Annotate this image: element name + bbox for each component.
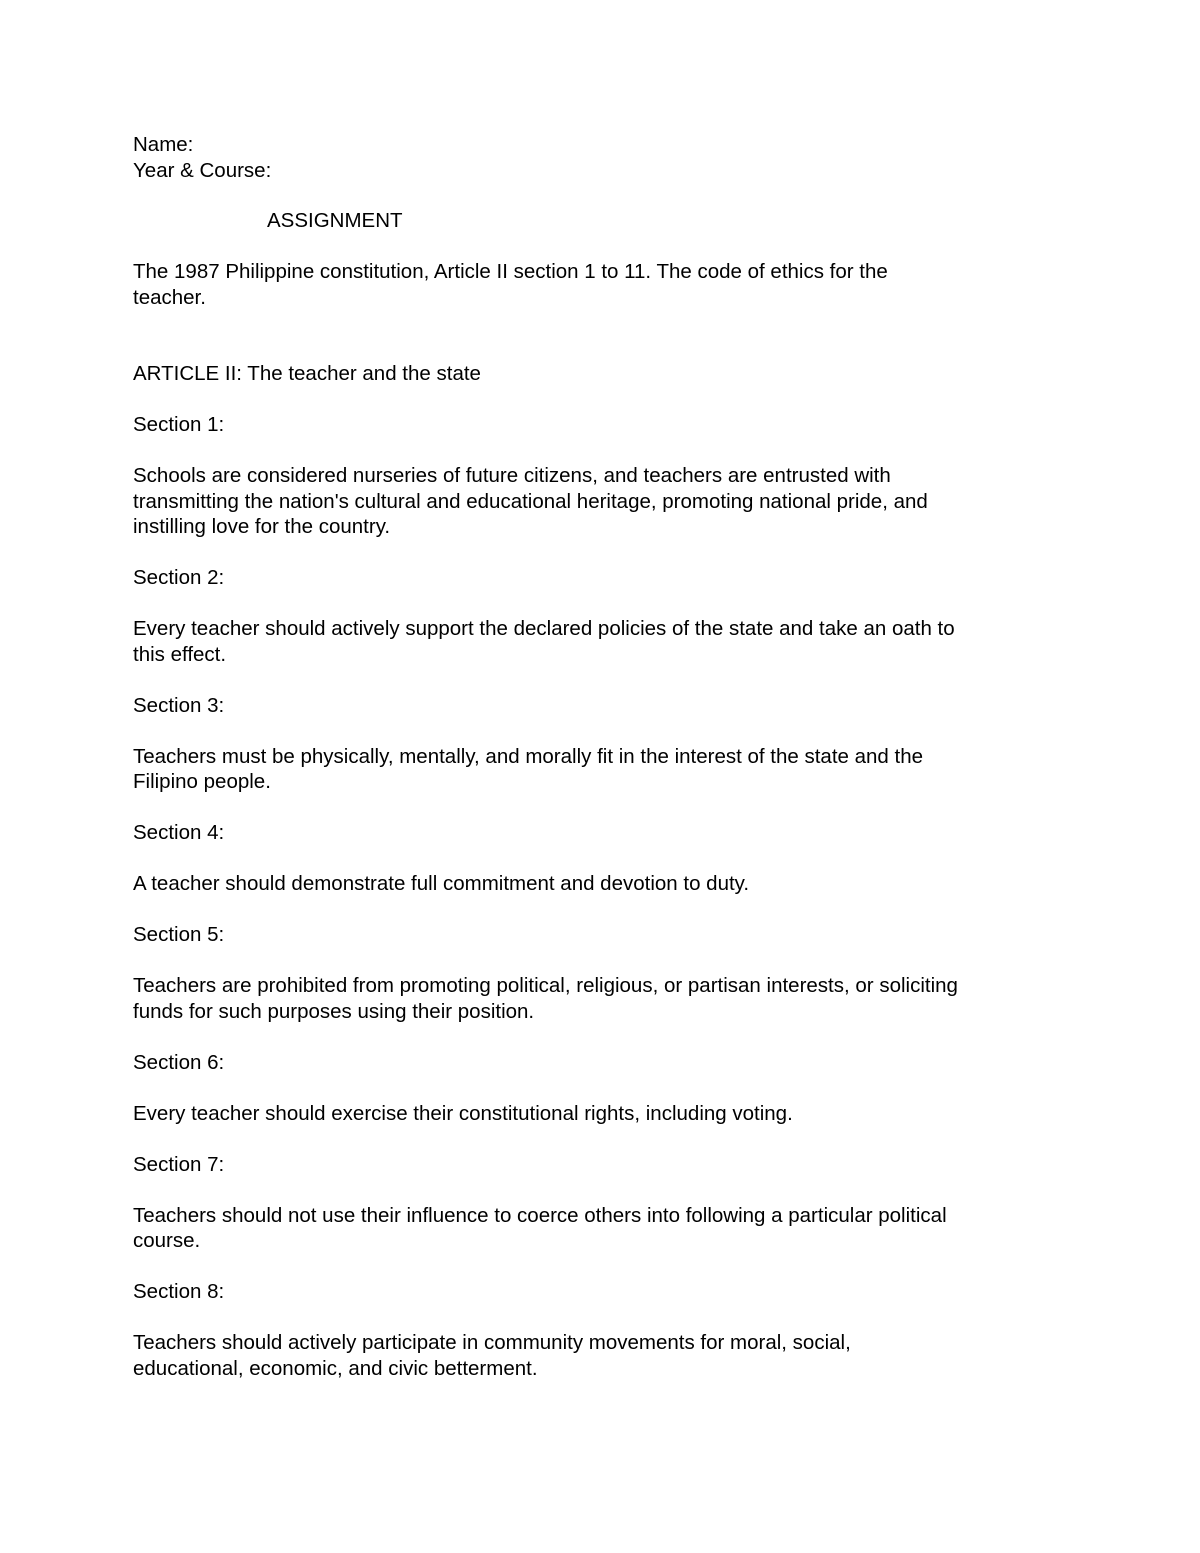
section-8-heading: Section 8: — [133, 1280, 225, 1303]
section-2-text: Every teacher should actively support the declared policies of the state and take an oath to this effect. — [133, 617, 955, 666]
section-5-text: Teachers are prohibited from promoting political, religious, or partisan interests, or soliciting funds for such purposes using their position. — [133, 974, 958, 1023]
section-2-heading: Section 2: — [133, 566, 225, 589]
name-label: Name: — [133, 133, 194, 156]
section-5-heading: Section 5: — [133, 923, 225, 946]
section-6-heading: Section 6: — [133, 1050, 225, 1074]
section-1-text: Schools are considered nurseries of future citizens, and teachers are entrusted with transmitting the nation's cultural and educational heritage, promoting national pride, and instilling love for the country. — [133, 464, 928, 538]
section-6-text: Every teacher should exercise their constitutional rights, including voting. — [133, 1101, 793, 1125]
year-course-label: Year & Course: — [133, 158, 272, 182]
document-body — [133, 132, 963, 1381]
section-4-text: A teacher should demonstrate full commitment and devotion to duty. — [133, 872, 750, 895]
section-7-text: Teachers should not use their influence to coerce others into following a particular political course. — [133, 1203, 947, 1252]
section-3-text: Teachers must be physically, mentally, and morally fit in the interest of the state and the Filipino people. — [133, 744, 924, 793]
section-3-heading: Section 3: — [133, 693, 225, 717]
assignment-title: ASSIGNMENT — [267, 209, 403, 232]
article-heading: ARTICLE II: The teacher and the state — [133, 362, 481, 385]
section-4-heading: Section 4: — [133, 821, 225, 844]
section-1-heading: Section 1: — [133, 413, 225, 436]
section-8-text: Teachers should actively participate in community movements for moral, social, educational, economic, and civic betterment. — [133, 1331, 851, 1380]
intro-paragraph: The 1987 Philippine constitution, Article II section 1 to 11. The code of ethics for the teacher. — [133, 260, 888, 309]
section-7-heading: Section 7: — [133, 1152, 225, 1176]
